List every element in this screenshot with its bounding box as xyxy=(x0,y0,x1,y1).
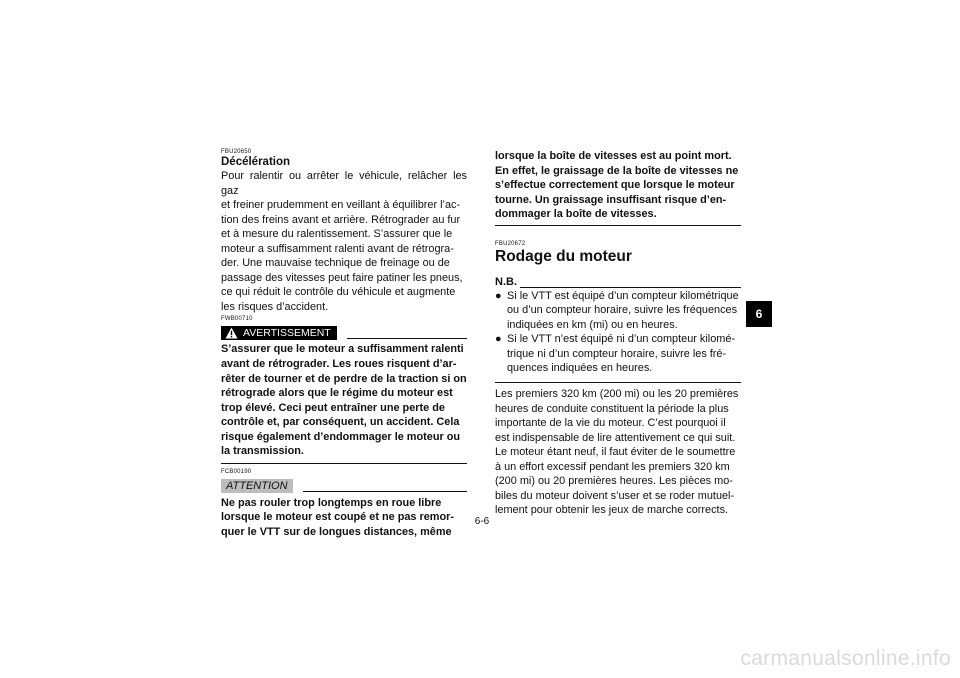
text-line: Si le VTT n’est équipé ni d’un compteur kilomé- xyxy=(507,333,736,346)
warning-end-rule xyxy=(221,463,467,464)
text-line: biles du moteur doivent s’user et se roder mutuel- xyxy=(495,489,735,502)
break-in-paragraph xyxy=(495,387,741,518)
note-end-rule xyxy=(495,382,741,383)
text-line: der. Une mauvaise technique de freinage ou de xyxy=(221,257,450,270)
text-line: (200 mi) ou 20 premières heures. Les pièces mo- xyxy=(495,475,733,488)
text-line: importante de la vie du moteur. C’est pourquoi il xyxy=(495,417,726,430)
chapter-tab: 6 xyxy=(746,301,772,327)
warning-code: FWB00710 xyxy=(221,316,253,323)
text-line: les risques d’accident. xyxy=(221,300,329,313)
text-line: ou d’un compteur horaire, suivre les fréquences xyxy=(507,304,738,317)
text-line: rêter de tourner et de perdre de la traction si on xyxy=(221,372,467,385)
text-line: et à mesure du ralentissement. S’assurer que le xyxy=(221,228,453,241)
note-bullet-item xyxy=(495,289,741,333)
text-line: à un effort excessif pendant les premiers 320 km xyxy=(495,460,730,473)
text-line: Si le VTT est équipé d’un compteur kilométrique xyxy=(507,289,739,302)
text-line: S’assurer que le moteur a suffisamment ralenti xyxy=(221,343,464,356)
warning-header xyxy=(221,324,467,340)
attention-text-continued xyxy=(495,149,741,222)
text-line: s’effectue correctement que lorsque le moteur xyxy=(495,179,735,192)
text-line: trique ni d’un compteur horaire, suivre les fré- xyxy=(507,347,727,360)
text-line: risque également d’endommager le moteur ou xyxy=(221,430,461,443)
text-line: Pour ralentir ou arrêter le véhicule, relâcher les gaz xyxy=(221,170,467,197)
text-line: et freiner prudemment en veillant à équilibrer l’ac- xyxy=(221,199,461,212)
section-code: FBU20672 xyxy=(495,240,526,247)
text-line: lorsque le moteur est coupé et ne pas remor- xyxy=(221,511,455,524)
deceleration-paragraph xyxy=(221,169,467,314)
text-line: quences indiquées en heures. xyxy=(507,362,653,375)
warning-label: AVERTISSEMENT xyxy=(243,327,331,340)
text-line: contrôle et, par conséquent, un accident. Cela xyxy=(221,416,460,429)
text-line: la transmission. xyxy=(221,445,304,458)
attention-end-rule xyxy=(495,225,741,226)
text-line: ce qui réduit le contrôle du véhicule et augmente xyxy=(221,286,456,299)
section-heading-break-in: Rodage du moteur xyxy=(495,247,632,265)
text-line: dommager la boîte de vitesses. xyxy=(495,208,657,221)
text-line: Ne pas rouler trop longtemps en roue libre xyxy=(221,496,442,509)
text-line: Les premiers 320 km (200 mi) ou les 20 premières xyxy=(495,388,739,401)
attention-code: FCB00190 xyxy=(221,468,252,475)
section-code: FBU20650 xyxy=(221,149,252,155)
right-column xyxy=(495,149,741,518)
note-header-rule xyxy=(520,287,741,288)
text-line: passage des vitesses peut faire patiner les pneus, xyxy=(221,271,463,284)
text-line: lement pour obtenir les jeux de marche corrects. xyxy=(495,504,729,517)
page-number: 6-6 xyxy=(474,516,490,527)
text-line: tourne. Un graissage insuffisant risque d’en- xyxy=(495,193,727,206)
text-line: rétrograde alors que le régime du moteur est xyxy=(221,387,453,400)
bullet-icon: ● xyxy=(495,289,502,302)
warning-triangle-icon xyxy=(225,327,238,339)
attention-badge: ATTENTION xyxy=(221,479,293,493)
attention-text xyxy=(221,496,467,540)
text-line: tion des freins avant et arrière. Rétrograder au fur xyxy=(221,213,461,226)
attention-header-rule xyxy=(303,491,467,492)
text-line: Le moteur étant neuf, il faut éviter de le soumettre xyxy=(495,446,736,459)
text-line: heures de conduite constituent la période la plus xyxy=(495,402,729,415)
note-label: N.B. xyxy=(495,275,517,288)
bullet-icon: ● xyxy=(495,333,502,346)
section-heading-deceleration: Décélération xyxy=(221,156,291,168)
text-line: quer le VTT sur de longues distances, même xyxy=(221,525,452,538)
warning-text xyxy=(221,342,467,458)
note-bullet-item xyxy=(495,332,741,376)
text-line: indiquées en km (mi) ou en heures. xyxy=(507,318,678,331)
text-line: lorsque la boîte de vitesses est au point mort. xyxy=(495,150,732,162)
text-line: trop élevé. Ceci peut entraîner une perte de xyxy=(221,401,445,414)
left-column xyxy=(221,149,467,539)
text-line: est indispensable de lire attentivement ce qui suit. xyxy=(495,431,736,444)
watermark: carmanualsonline.info xyxy=(740,647,951,670)
text-line: moteur a suffisamment ralenti avant de rétrogra- xyxy=(221,242,454,255)
attention-header xyxy=(221,477,467,493)
note-header xyxy=(495,275,741,289)
text-line: avant de rétrograder. Les roues risquent d’ar- xyxy=(221,358,457,371)
warning-header-rule xyxy=(347,338,467,339)
warning-badge xyxy=(221,326,337,340)
text-line: En effet, le graissage de la boîte de vitesses ne xyxy=(495,164,739,177)
